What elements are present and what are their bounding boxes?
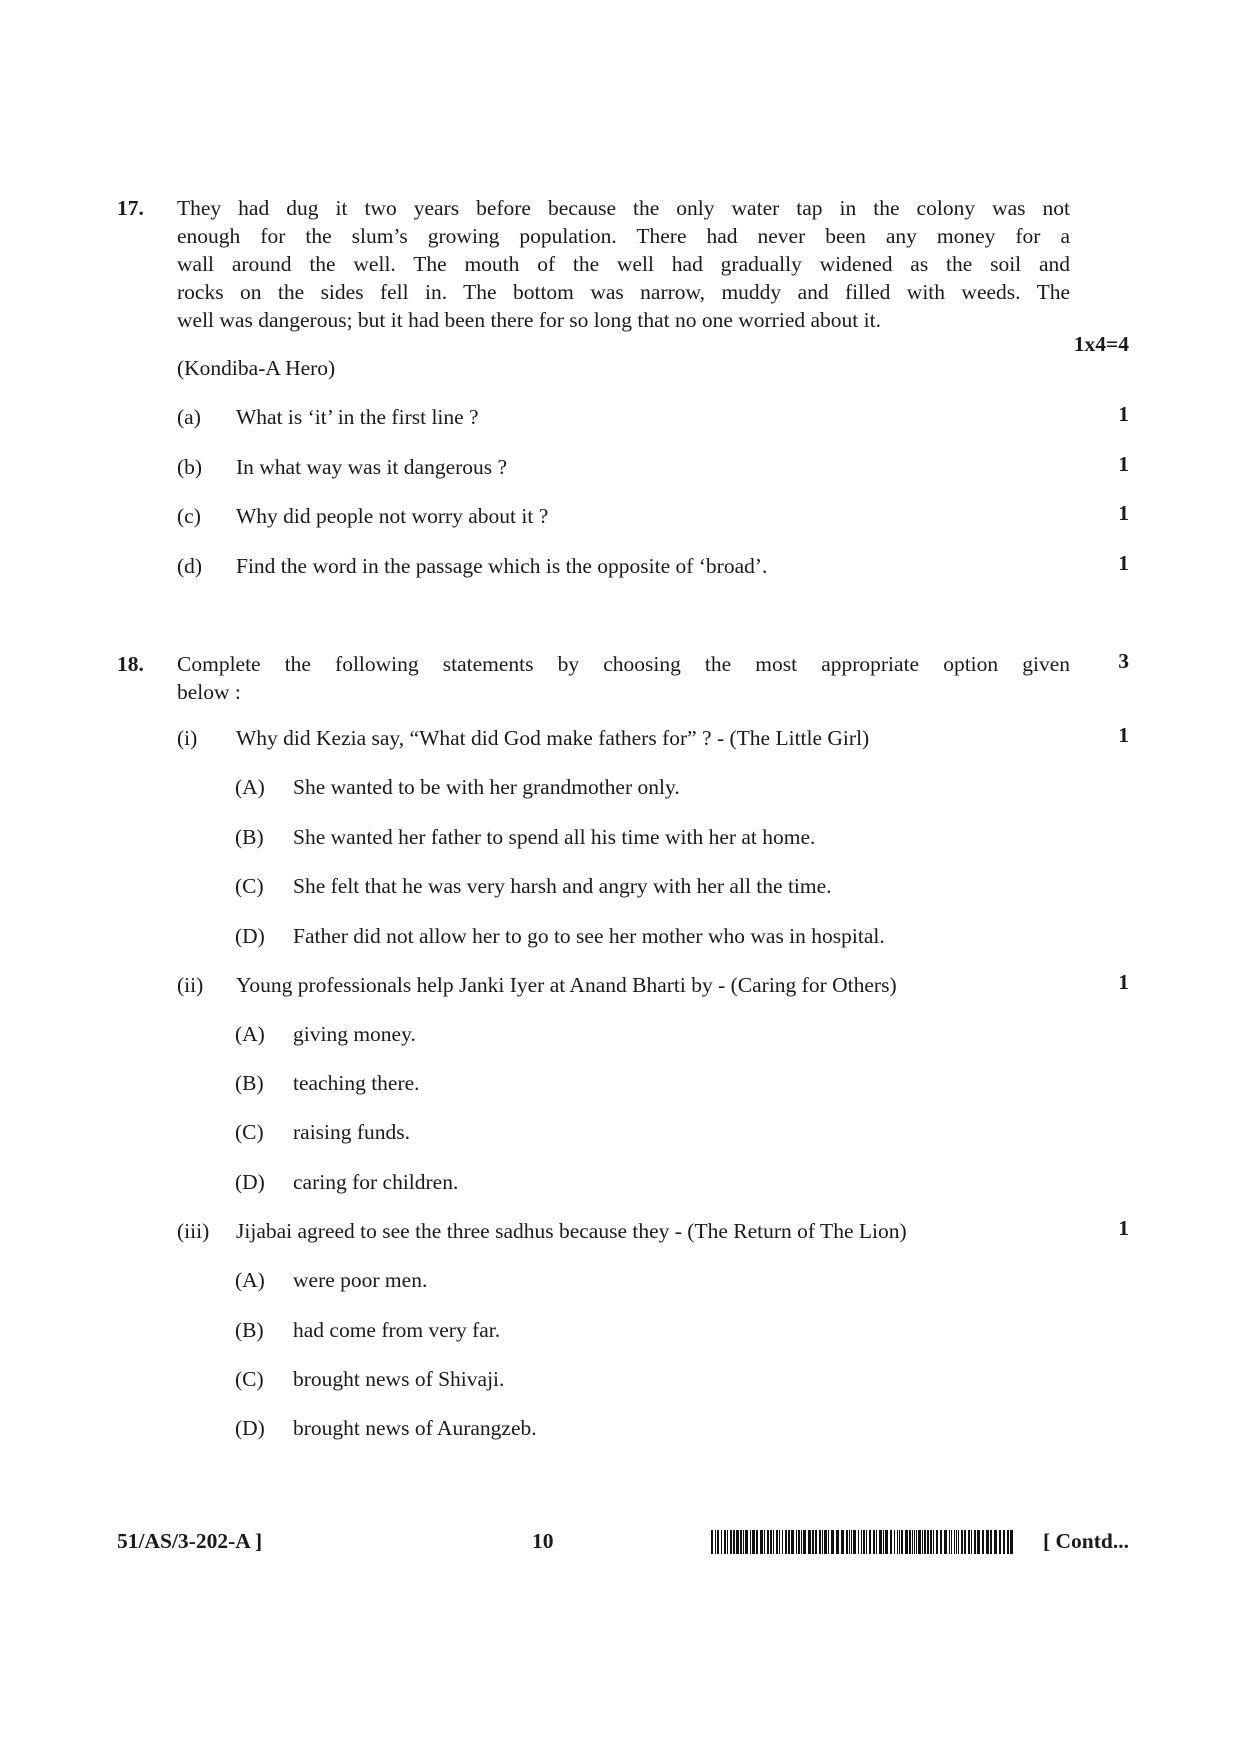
instruction [177, 650, 1070, 706]
passage-line: well was dangerous; but it had been there for so long that no one worried about it. [177, 308, 881, 332]
option-label: (B) [235, 1318, 264, 1342]
sub-marks: 1 [1118, 970, 1129, 994]
instruction-line: below : [177, 680, 241, 704]
sub-text: What is ‘it’ in the first line ? [236, 405, 479, 429]
sub-text: Why did Kezia say, “What did God make fathers for” ? - (The Little Girl) [236, 726, 870, 750]
option-label: (D) [235, 1416, 265, 1440]
option-label: (B) [235, 825, 264, 849]
page-footer [117, 1527, 1129, 1561]
option-label: (A) [235, 1268, 265, 1292]
barcode-icon [711, 1530, 1013, 1554]
option-label: (C) [235, 874, 264, 898]
sub-text: Find the word in the passage which is the opposite of ‘broad’. [236, 554, 768, 578]
option-text: Father did not allow her to go to see her mother who was in hospital. [293, 924, 885, 948]
sub-marks: 1 [1118, 452, 1129, 476]
instruction-line: Complete the following statements by choosing the most appropriate option given [177, 652, 1070, 676]
option-label: (A) [235, 775, 265, 799]
sub-label: (ii) [177, 973, 204, 997]
option-text: She wanted her father to spend all his time with her at home. [293, 825, 816, 849]
sub-label: (a) [177, 405, 201, 429]
sub-label: (b) [177, 455, 203, 479]
passage-line: wall around the well. The mouth of the well had gradually widened as the soil and [177, 252, 1070, 276]
option-label: (D) [235, 1170, 265, 1194]
option-text: She felt that he was very harsh and angry with her all the time. [293, 874, 832, 898]
sub-marks: 1 [1118, 723, 1129, 747]
question-number: 18. [117, 652, 144, 676]
passage-line: enough for the slum’s growing population. There had never been any money for a [177, 224, 1070, 248]
sub-label: (i) [177, 726, 198, 750]
option-label: (C) [235, 1367, 264, 1391]
continued-label: [ Contd... [1042, 1529, 1129, 1553]
sub-marks: 1 [1118, 551, 1129, 575]
option-text: brought news of Shivaji. [293, 1367, 505, 1391]
option-label: (C) [235, 1120, 264, 1144]
paper-code: 51/AS/3-202-A ] [117, 1529, 263, 1553]
passage-source: (Kondiba-A Hero) [177, 356, 336, 380]
sub-label: (d) [177, 554, 203, 578]
option-text: teaching there. [293, 1071, 420, 1095]
sub-marks: 1 [1118, 501, 1129, 525]
option-label: (A) [235, 1022, 265, 1046]
sub-text: Jijabai agreed to see the three sadhus because they - (The Return of The Lion) [236, 1219, 907, 1243]
passage-line: rocks on the sides fell in. The bottom was narrow, muddy and filled with weeds. The [177, 280, 1070, 304]
sub-label: (iii) [177, 1219, 210, 1243]
page-number: 10 [532, 1529, 554, 1553]
sub-marks: 1 [1118, 402, 1129, 426]
option-text: brought news of Aurangzeb. [293, 1416, 537, 1440]
sub-marks: 1 [1118, 1216, 1129, 1240]
sub-text: In what way was it dangerous ? [236, 455, 508, 479]
option-text: giving money. [293, 1022, 416, 1046]
question-17 [117, 194, 1129, 578]
question-18 [117, 649, 1129, 1440]
option-label: (B) [235, 1071, 264, 1095]
passage-line: They had dug it two years before because the only water tap in the colony was not [177, 196, 1070, 220]
passage [177, 194, 1070, 334]
question-marks: 3 [1118, 649, 1129, 673]
sub-label: (c) [177, 504, 201, 528]
option-text: caring for children. [293, 1170, 459, 1194]
option-text: had come from very far. [293, 1318, 501, 1342]
sub-text: Young professionals help Janki Iyer at Anand Bharti by - (Caring for Others) [236, 973, 897, 997]
sub-text: Why did people not worry about it ? [236, 504, 549, 528]
option-text: She wanted to be with her grandmother only. [293, 775, 680, 799]
option-text: were poor men. [293, 1268, 428, 1292]
option-label: (D) [235, 924, 265, 948]
total-marks: 1x4=4 [1073, 332, 1129, 356]
question-number: 17. [117, 196, 144, 220]
option-text: raising funds. [293, 1120, 411, 1144]
